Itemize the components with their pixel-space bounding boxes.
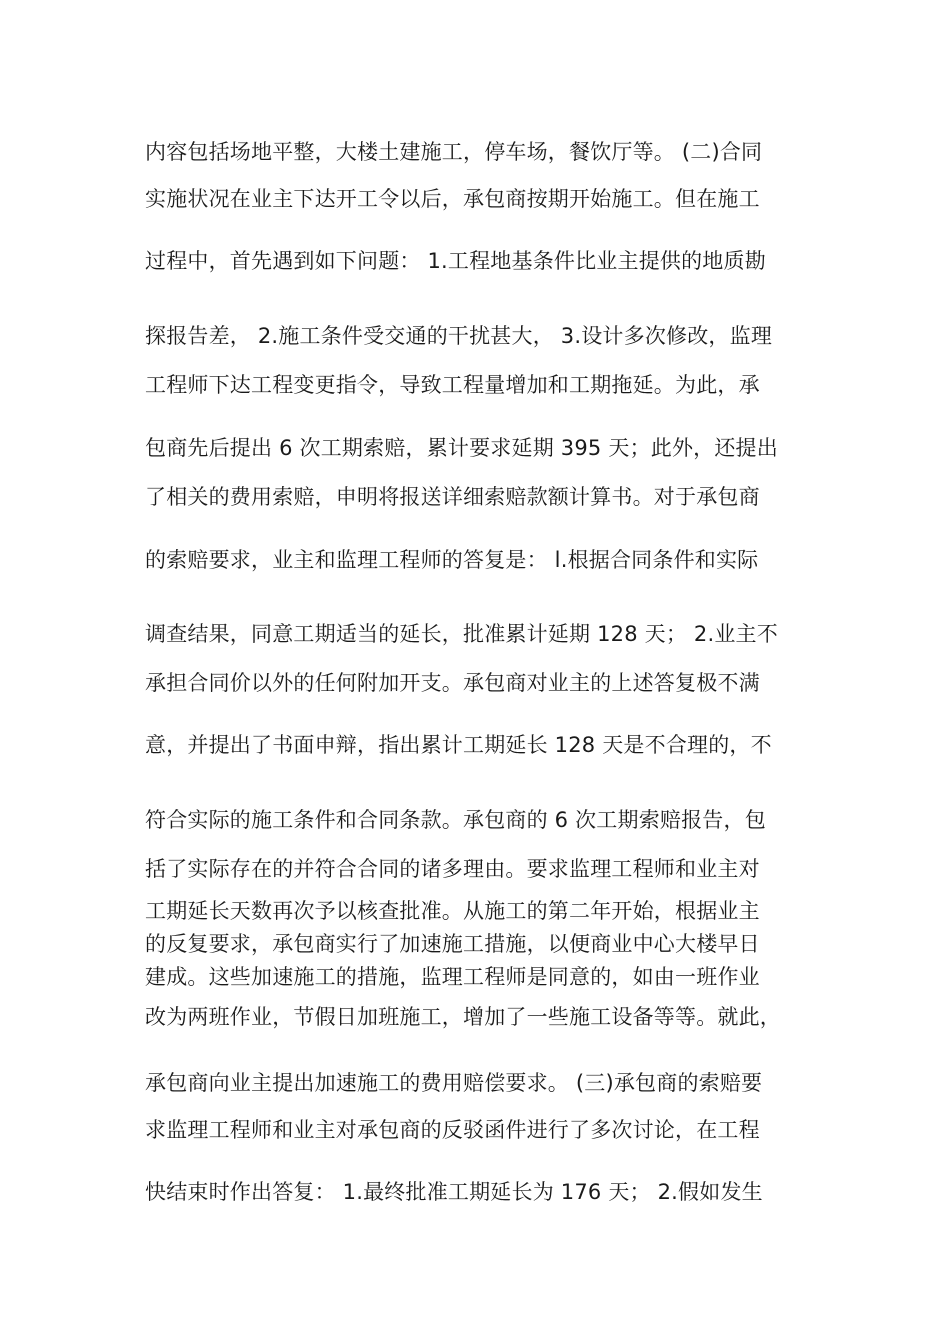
text-line: 了相关的费用索赔，申明将报送详细索赔款额计算书。对于承包商: [145, 485, 760, 509]
text-line: 符合实际的施工条件和合同条款。承包商的 6 次工期索赔报告，包: [145, 808, 766, 832]
text-line: 的反复要求，承包商实行了加速施工措施，以便商业中心大楼早日: [145, 932, 760, 956]
text-line: 工程师下达工程变更指令，导致工程量增加和工期拖延。为此，承: [145, 373, 760, 397]
text-line: 括了实际存在的并符合合同的诸多理由。要求监理工程师和业主对: [145, 857, 760, 881]
text-line: 工期延长天数再次予以核查批准。从施工的第二年开始，根据业主: [145, 899, 760, 923]
text-line: 求监理工程师和业主对承包商的反驳函件进行了多次讨论，在工程: [145, 1118, 760, 1142]
text-line: 内容包括场地平整，大楼土建施工，停车场，餐饮厅等。 (二)合同: [145, 140, 763, 164]
text-line: 包商先后提出 6 次工期索赔，累计要求延期 395 天；此外，还提出: [145, 436, 778, 460]
text-line: 探报告差， 2.施工条件受交通的干扰甚大， 3.设计多次修改，监理: [145, 324, 773, 348]
text-line: 承担合同价以外的任何附加开支。承包商对业主的上述答复极不满: [145, 671, 760, 695]
text-line: 承包商向业主提出加速施工的费用赔偿要求。 (三)承包商的索赔要: [145, 1071, 763, 1095]
text-line: 实施状况在业主下达开工令以后，承包商按期开始施工。但在施工: [145, 187, 760, 211]
text-line: 的索赔要求，业主和监理工程师的答复是： l.根据合同条件和实际: [145, 548, 759, 572]
text-line: 意，并提出了书面申辩，指出累计工期延长 128 天是不合理的，不: [145, 733, 772, 757]
text-line: 建成。这些加速施工的措施，监理工程师是同意的，如由一班作业: [145, 965, 760, 989]
text-line: 调查结果，同意工期适当的延长，批准累计延期 128 天； 2.业主不: [145, 622, 778, 646]
text-line: 快结束时作出答复： 1.最终批准工期延长为 176 天； 2.假如发生: [145, 1180, 763, 1204]
text-line: 改为两班作业，节假日加班施工，增加了一些施工设备等等。就此，: [145, 1005, 781, 1029]
text-line: 过程中，首先遇到如下问题： 1.工程地基条件比业主提供的地质勘: [145, 249, 766, 273]
